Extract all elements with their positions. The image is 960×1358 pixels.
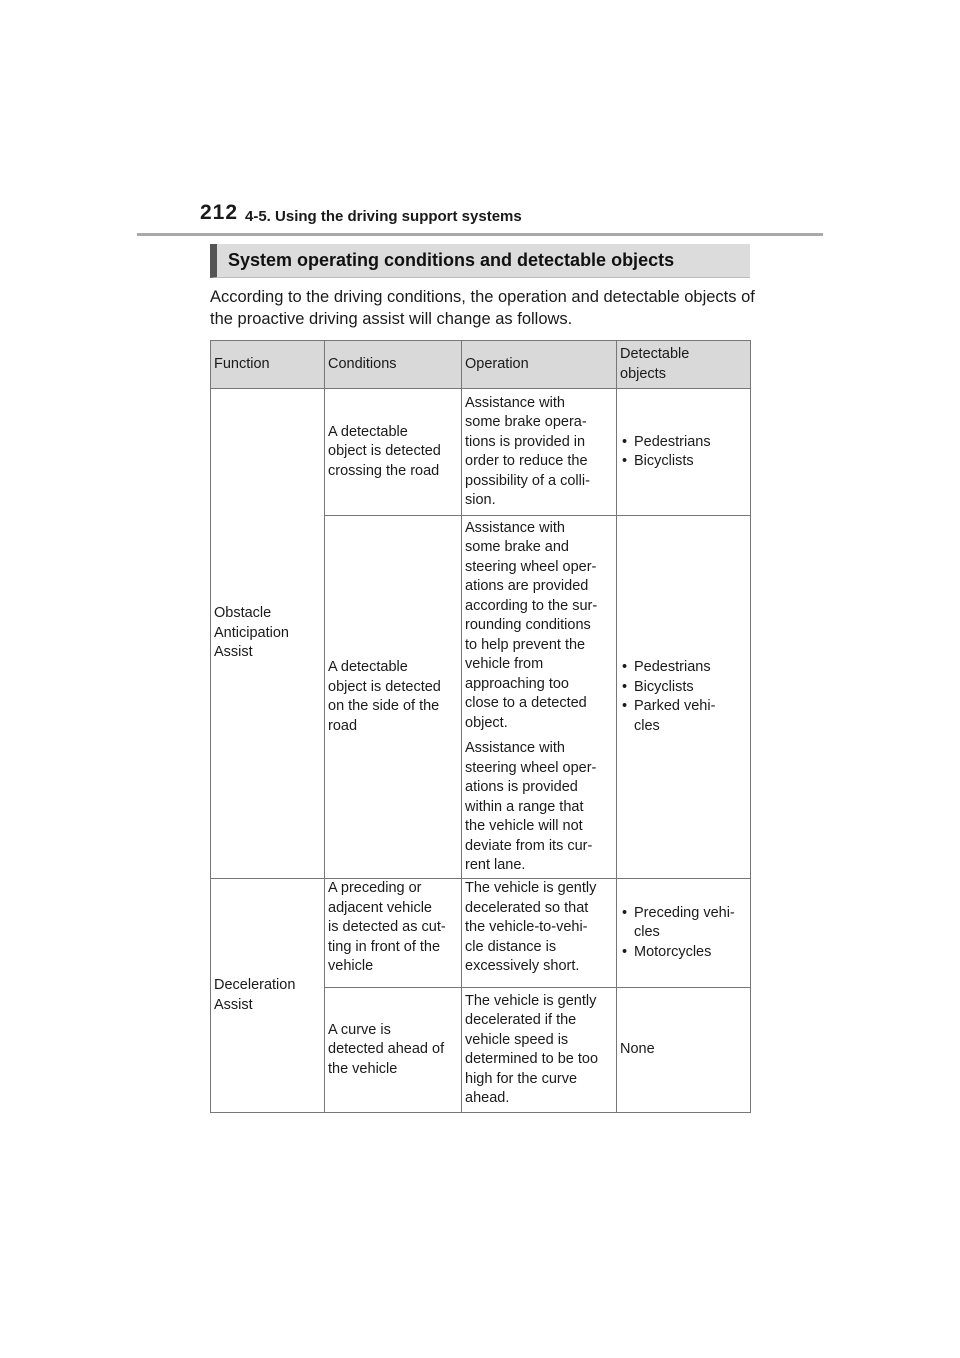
objects-cell <box>617 879 751 988</box>
list-item: • Pedestrians <box>620 433 747 453</box>
subsection-heading-box <box>210 244 750 278</box>
objects-cell: None <box>617 988 751 1113</box>
condition-cell: A preceding or adjacent vehicle is detected as cut- ting in front of the vehicle <box>325 879 462 988</box>
page-number: 212 <box>200 201 239 224</box>
objects-cell <box>617 516 751 879</box>
condition-cell: A curve is detected ahead of the vehicle <box>325 988 462 1113</box>
intro-paragraph: According to the driving conditions, the operation and detectable objects of the proactive driving assist will change as follows. <box>210 288 755 328</box>
list-item: • Bicyclists <box>620 678 747 698</box>
list-item: • Preceding vehi- cles <box>620 904 747 943</box>
header-divider <box>137 233 823 236</box>
list-item: • Motorcycles <box>620 943 747 963</box>
operation-cell: Assistance with some brake and steering wheel oper- ations are provided according to the sur- rounding conditions to help prevent the vehicle from approaching too close to a detected object. Assistance with steering wheel oper- ations is provided within a range that the vehicle will not deviate from its cur- rent lane. <box>462 516 617 879</box>
table-row <box>211 389 751 516</box>
operation-cell: The vehicle is gently decelerated if the vehicle speed is determined to be too high for the curve ahead. <box>462 988 617 1113</box>
function-cell: Obstacle Anticipation Assist <box>211 389 325 879</box>
list-item: • Pedestrians <box>620 658 747 678</box>
table-row <box>211 879 751 988</box>
conditions-table <box>210 340 751 1113</box>
function-cell: Deceleration Assist <box>211 879 325 1113</box>
subsection-heading: System operating conditions and detectable objects <box>228 250 675 270</box>
operation-cell: Assistance with some brake opera- tions is provided in order to reduce the possibility of a colli- sion. <box>462 389 617 516</box>
column-header-conditions: Conditions <box>325 341 462 389</box>
section-header: 4-5. Using the driving support systems <box>245 208 522 225</box>
objects-cell <box>617 389 751 516</box>
table-header-row <box>211 341 751 389</box>
operation-cell: The vehicle is gently decelerated so that the vehicle-to-vehi- cle distance is excessively short. <box>462 879 617 988</box>
column-header-detectable-objects: Detectable objects <box>617 341 751 389</box>
column-header-operation: Operation <box>462 341 617 389</box>
column-header-function: Function <box>211 341 325 389</box>
list-item: • Parked vehi- cles <box>620 697 747 736</box>
condition-cell: A detectable object is detected crossing the road <box>325 389 462 516</box>
list-item: • Bicyclists <box>620 452 747 472</box>
condition-cell: A detectable object is detected on the side of the road <box>325 516 462 879</box>
